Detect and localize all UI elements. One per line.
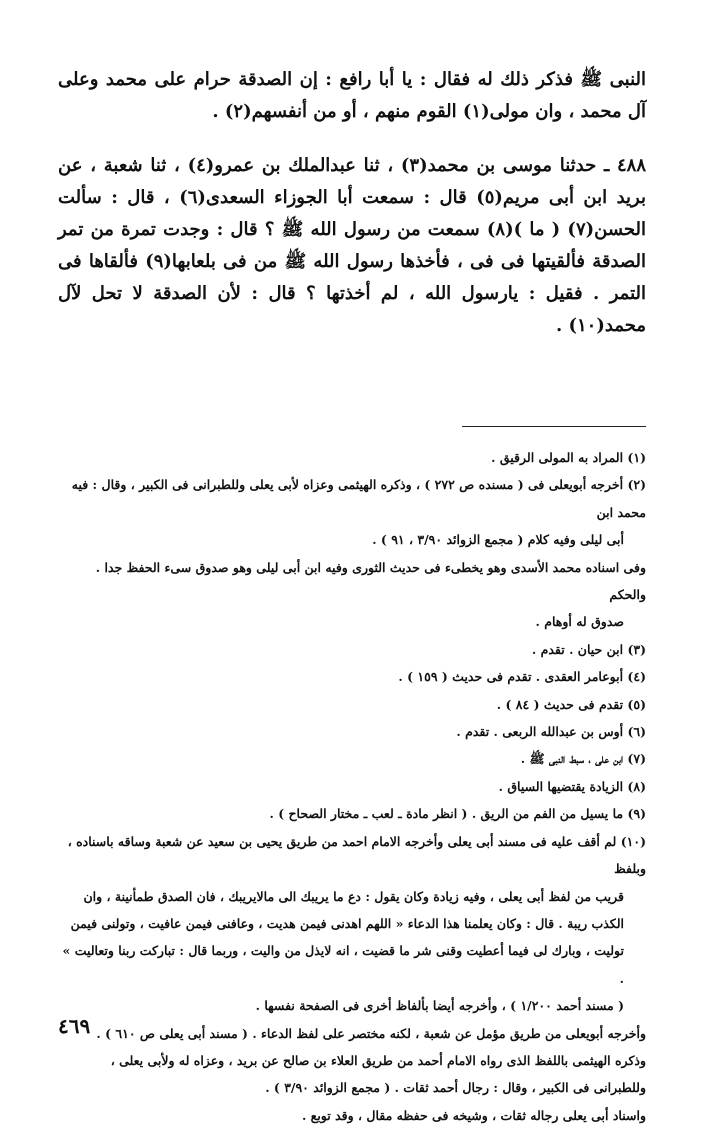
- footnote-10-note-3: وللطبرانى فى الكبير ، وقال : رجال أحمد ثقات . ( مجمع الزوائد ٣/٩٠ ) .: [265, 1080, 646, 1096]
- hadith-488: ٤٨٨ ـ حدثنا موسى بن محمد(٣) ، ثنا عبدالملك بن عمرو(٤) ، ثنا شعبة ، عن بريد ابن أبى مريم(٥) قال : سمعت أبا الجوزاء السعدى(٦) ، قال : سألت الحسن(٧) ( ما )(٨) سمعت من رسول الله ﷺ ؟ قال : وجدت تمرة من تمر الصدقة فألقيتها فى فى ، فأخذها رسول الله ﷺ من فى بلعابها(٩) فألقاها فى التمر . فقيل : يارسول الله ، لم أخذتها ؟ قال : لأن الصدقة لا تحل لآل محمد(١٠) .: [58, 155, 647, 336]
- footnote-6: (٦) أوس بن عبدالله الربعى . تقدم .: [456, 724, 646, 740]
- footnote-8: (٨) الزيادة يقتضيها السياق .: [498, 778, 646, 794]
- footnote-2-cont: أبى ليلى وفيه كلام ( مجمع الزوائد ٣/٩٠ ، ٩١ ) .: [372, 532, 624, 548]
- footnote-10-cont-3: توليت ، وبارك لى فيما أعطيت وقنى شر ما قضيت ، انه لايذل من واليت ، وربما قال : تباركت ربنا وتعاليت » .: [62, 943, 624, 986]
- footnote-3: (٣) ابن حيان . تقدم .: [531, 641, 646, 657]
- page-number: ٤٦٩: [58, 1014, 91, 1038]
- footnote-2: (٢) أخرجه أبويعلى فى ( مسنده ص ٢٧٢ ) ، وذكره الهيثمى وعزاه لأبى يعلى وللطبرانى فى الكبير ، وقال : فيه محمد ابن: [71, 477, 646, 520]
- footnote-4: (٤) أبوعامر العقدى . تقدم فى حديث ( ١٥٩ ) .: [398, 669, 646, 685]
- footnote-10-note-2: وذكره الهيثمى باللفظ الذى رواه الامام أحمد من طريق العلاء بن صالح عن بريد ، وعزاه له ولأبى يعلى ،: [110, 1052, 646, 1068]
- paragraph-continuation: النبى ﷺ فذكر ذلك له فقال : يا أبا رافع : إن الصدقة حرام على محمد وعلى آل محمد ، وان مولى(١) القوم منهم ، أو من أنفسهم(٢) .: [58, 69, 646, 122]
- footnote-2-note-cont: صدوق له أوهام .: [535, 614, 624, 630]
- footnote-5: (٥) تقدم فى حديث ( ٨٤ ) .: [496, 696, 646, 712]
- footnote-10: (١٠) لم أقف عليه فى مسند أبى يعلى وأخرجه الامام احمد من طريق يحيى بن سعيد عن شعبة وساقه باسناده ، وبلفظ: [67, 833, 646, 877]
- footnote-10-cont-2: الكذب ريبة . قال : وكان يعلمنا هذا الدعاء « اللهم اهدنى فيمن هديت ، وعافنى فيمن عافيت ، وتولنى فيمن: [70, 915, 624, 931]
- footnotes: [58, 444, 646, 1129]
- footnote-9: (٩) ما يسيل من الفم من الريق . ( انظر مادة ـ لعب ـ مختار الصحاح ) .: [269, 806, 646, 822]
- footnote-1: (١) المراد به المولى الرقيق .: [491, 450, 646, 465]
- footnote-2-note: وفى اسناده محمد الأسدى وهو يخطىء فى حديث الثورى وفيه ابن أبى ليلى وهو صدوق سىء الحفظ جدا . والحكم: [95, 559, 646, 603]
- footnote-divider: [462, 426, 646, 427]
- footnote-10-cont-1: قريب من لفظ أبى يعلى ، وفيه زيادة وكان يقول : دع ما يريبك الى مالايريبك ، فان الصدق طمأنينة ، وان: [83, 888, 624, 904]
- footnote-10-cont-4: ( مسند أحمد ١/٢٠٠ ) ، وأخرجه أيضا بألفاظ أخرى فى الصفحة نفسها .: [255, 998, 624, 1014]
- footnote-10-note-1: وأخرجه أبويعلى من طريق مؤمل عن شعبة ، لكنه مختصر على لفظ الدعاء . ( مسند أبى يعلى ص ٦١٠ ) .: [96, 1025, 646, 1041]
- footnote-7: (٧) ابن على ، سبط النبى ﷺ .: [520, 751, 646, 767]
- main-text: [58, 64, 646, 342]
- footnote-10-note-4: واسناد أبى يعلى رجاله ثقات ، وشيخه فى حفظه مقال ، وقد توبع .: [301, 1107, 646, 1123]
